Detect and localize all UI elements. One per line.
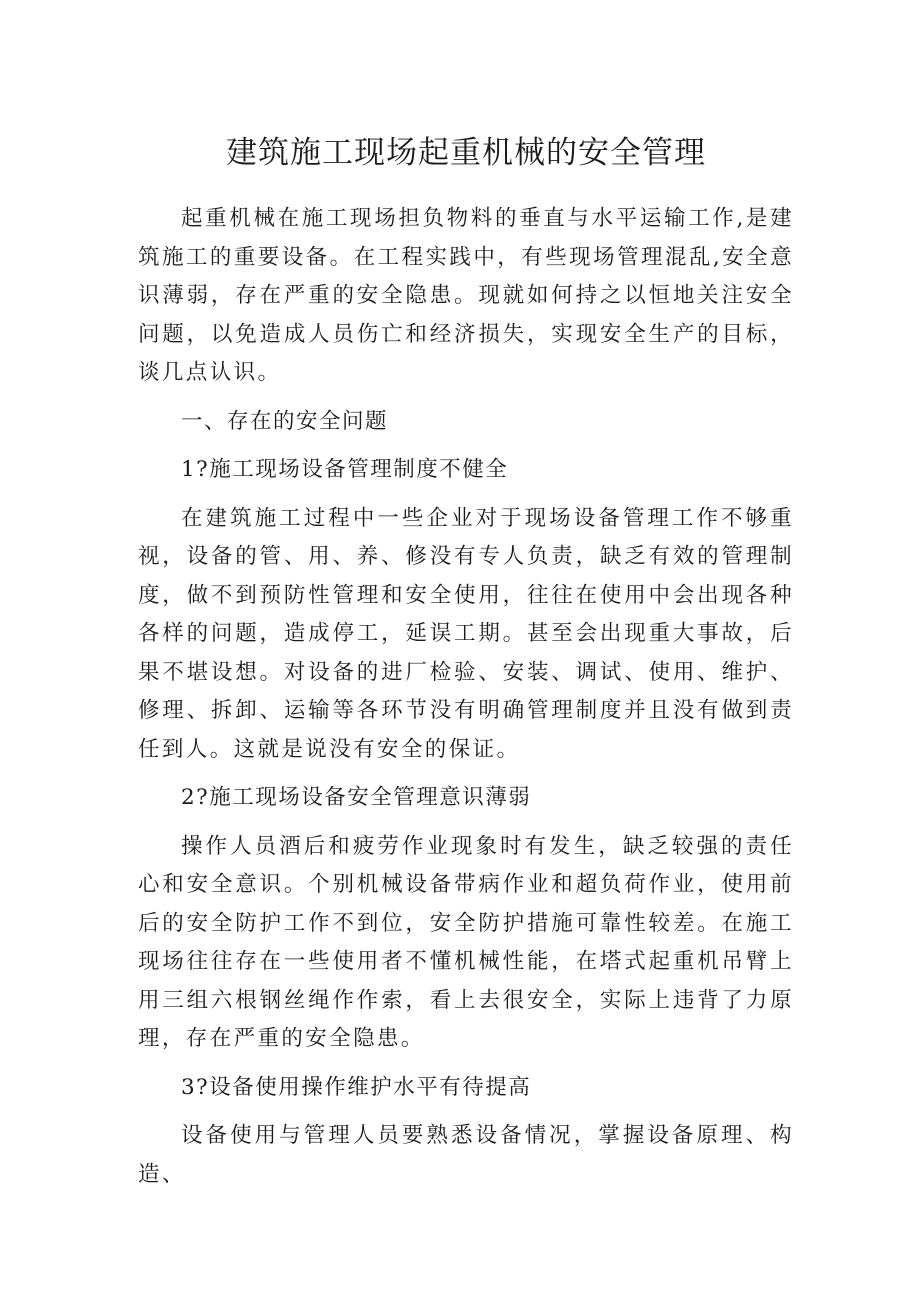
paragraph-1: 在建筑施工过程中一些企业对于现场设备管理工作不够重视，设备的管、用、养、修没有专人负责，缺乏有效的管理制度，做不到预防性管理和安全使用，往往在使用中会出现各种各样的问题，造成停工，延误工期。甚至会出现重大事故，后果不堪设想。对设备的进厂检验、安装、调试、使用、维护、修理、拆卸、运输等各环节没有明确管理制度并且没有做到责任到人。这就是说没有安全的保证。 xyxy=(138,505,794,762)
subheading-2: 2?施工现场设备安全管理意识薄弱 xyxy=(181,785,532,810)
intro-paragraph: 起重机械在施工现场担负物料的垂直与水平运输工作,是建筑施工的重要设备。在工程实践中，有些现场管理混乱,安全意识薄弱，存在严重的安全隐患。现就如何持之以恒地关注安全问题，以免造成人员伤亡和经济损失，实现安全生产的目标，谈几点认识。 xyxy=(138,206,794,385)
document-title: 建筑施工现场起重机械的安全管理 xyxy=(226,135,706,171)
subheading-3: 3?设备使用操作维护水平有待提高 xyxy=(181,1074,532,1100)
paragraph-3: 设备使用与管理人员要熟悉设备情况，掌握设备原理、构造、 xyxy=(138,1123,794,1187)
paragraph-2: 操作人员酒后和疲劳作业现象时有发生，缺乏较强的责任心和安全意识。个别机械设备带病作业和超负荷作业，使用前后的安全防护工作不到位，安全防护措施可靠性较差。在施工现场往往存在一些使用者不懂机械性能，在塔式起重机吊臂上用三组六根钢丝绳作作索，看上去很安全，实际上违背了力原理，存在严重的安全隐患。 xyxy=(138,833,794,1051)
section-heading-1: 一、存在的安全问题 xyxy=(181,408,389,434)
subheading-1: 1?施工现场设备管理制度不健全 xyxy=(181,457,509,482)
